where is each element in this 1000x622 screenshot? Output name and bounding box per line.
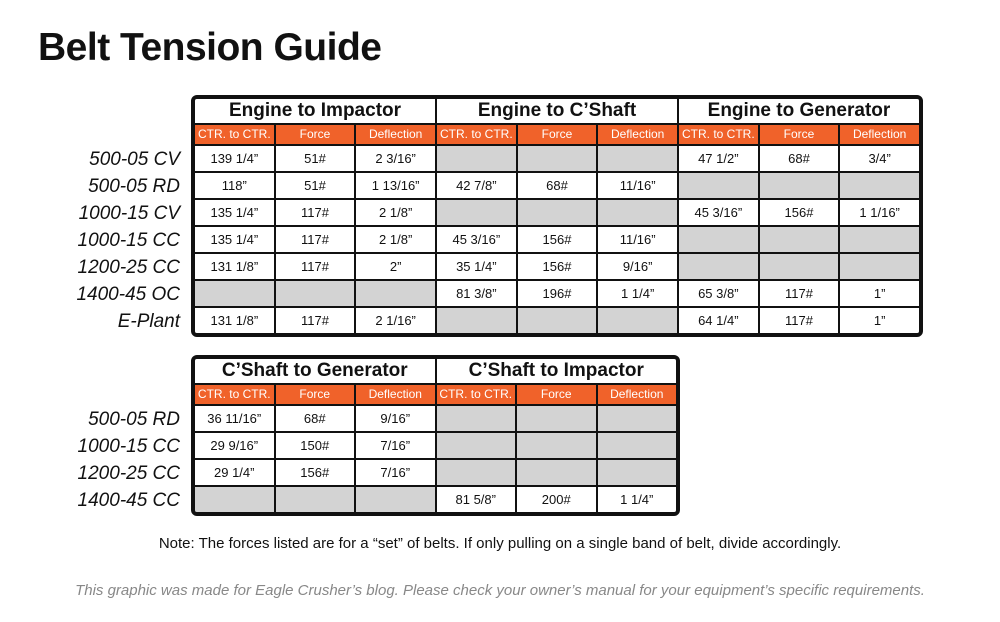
table-cell: 117# xyxy=(276,308,355,333)
table-cell: 196# xyxy=(518,281,597,306)
column-header-deflection: Deflection xyxy=(356,125,435,144)
table-cell: 131 1/8” xyxy=(195,308,274,333)
row-label: 1000-15 CC xyxy=(77,436,180,457)
empty-cell xyxy=(437,460,516,485)
group-header-c-shaft-to-impactor: C’Shaft to Impactor xyxy=(437,359,677,383)
column-header-deflection: Deflection xyxy=(356,385,435,404)
column-header-force: Force xyxy=(276,385,355,404)
table-cell: 29 1/4” xyxy=(195,460,274,485)
empty-cell xyxy=(598,146,677,171)
table-cell: 29 9/16” xyxy=(195,433,274,458)
row-label: 1400-45 CC xyxy=(77,490,180,511)
table-cell: 1 1/4” xyxy=(598,281,677,306)
table-cell: 65 3/8” xyxy=(679,281,758,306)
empty-cell xyxy=(356,487,435,512)
table-cell: 117# xyxy=(276,254,355,279)
table-cell: 156# xyxy=(518,227,597,252)
table-cell: 156# xyxy=(760,200,839,225)
table-cell: 200# xyxy=(517,487,596,512)
empty-cell xyxy=(598,200,677,225)
column-header-ctr-to-ctr: CTR. to CTR. xyxy=(195,125,274,144)
table-cell: 2 1/8” xyxy=(356,200,435,225)
empty-cell xyxy=(437,146,516,171)
table1-grid xyxy=(195,99,919,333)
empty-cell xyxy=(517,460,596,485)
row-label: 1200-25 CC xyxy=(77,463,180,484)
table-cell: 45 3/16” xyxy=(437,227,516,252)
table-cell: 117# xyxy=(276,227,355,252)
table-cell: 11/16” xyxy=(598,227,677,252)
empty-cell xyxy=(760,254,839,279)
table-cell: 117# xyxy=(760,308,839,333)
page-title: Belt Tension Guide xyxy=(38,26,382,69)
empty-cell xyxy=(276,281,355,306)
table-cell: 117# xyxy=(760,281,839,306)
table-cell: 7/16” xyxy=(356,460,435,485)
empty-cell xyxy=(760,227,839,252)
group-header-engine-to-c-shaft: Engine to C’Shaft xyxy=(437,99,677,123)
empty-cell xyxy=(437,433,516,458)
row-label: 500-05 CV xyxy=(89,149,180,170)
table-cell: 36 11/16” xyxy=(195,406,274,431)
table-cell: 68# xyxy=(518,173,597,198)
row-label: 500-05 RD xyxy=(88,409,180,430)
empty-cell xyxy=(356,281,435,306)
table2-grid xyxy=(195,359,676,512)
table-cell: 7/16” xyxy=(356,433,435,458)
table-engine-drives xyxy=(191,95,923,337)
table-cell: 2” xyxy=(356,254,435,279)
table-cell: 1 1/16” xyxy=(840,200,919,225)
table-cell: 118” xyxy=(195,173,274,198)
table-cell: 42 7/8” xyxy=(437,173,516,198)
table-cell: 135 1/4” xyxy=(195,200,274,225)
group-header-engine-to-impactor: Engine to Impactor xyxy=(195,99,435,123)
footer-disclaimer: This graphic was made for Eagle Crusher’s blog. Please check your owner’s manual for your equipment’s specific requirements. xyxy=(75,582,925,599)
column-header-deflection: Deflection xyxy=(598,125,677,144)
empty-cell xyxy=(840,254,919,279)
table-cell: 2 1/8” xyxy=(356,227,435,252)
column-header-ctr-to-ctr: CTR. to CTR. xyxy=(679,125,758,144)
column-header-ctr-to-ctr: CTR. to CTR. xyxy=(437,385,516,404)
row-label: 1000-15 CC xyxy=(77,230,180,251)
note-text: Note: The forces listed are for a “set” of belts. If only pulling on a single band of belt, divide accordingly. xyxy=(158,535,842,552)
empty-cell xyxy=(598,433,677,458)
table-cell: 45 3/16” xyxy=(679,200,758,225)
empty-cell xyxy=(679,227,758,252)
table-cell: 9/16” xyxy=(356,406,435,431)
empty-cell xyxy=(518,200,597,225)
table-cell: 117# xyxy=(276,200,355,225)
column-header-ctr-to-ctr: CTR. to CTR. xyxy=(195,385,274,404)
row-label: 1200-25 CC xyxy=(77,257,180,278)
empty-cell xyxy=(437,200,516,225)
column-header-deflection: Deflection xyxy=(598,385,677,404)
empty-cell xyxy=(518,146,597,171)
table-cell: 3/4” xyxy=(840,146,919,171)
table-cell: 1 1/4” xyxy=(598,487,677,512)
table-cell: 156# xyxy=(276,460,355,485)
column-header-deflection: Deflection xyxy=(840,125,919,144)
row-label: 500-05 RD xyxy=(88,176,180,197)
table-cell: 68# xyxy=(760,146,839,171)
table-cell: 9/16” xyxy=(598,254,677,279)
table-cell: 2 3/16” xyxy=(356,146,435,171)
group-header-engine-to-generator: Engine to Generator xyxy=(679,99,919,123)
table-cell: 139 1/4” xyxy=(195,146,274,171)
table-cell: 35 1/4” xyxy=(437,254,516,279)
table-cell: 47 1/2” xyxy=(679,146,758,171)
table-cell: 2 1/16” xyxy=(356,308,435,333)
table-cell: 150# xyxy=(276,433,355,458)
row-label: 1400-45 OC xyxy=(76,284,180,305)
empty-cell xyxy=(437,406,516,431)
empty-cell xyxy=(195,281,274,306)
table-cell: 135 1/4” xyxy=(195,227,274,252)
column-header-ctr-to-ctr: CTR. to CTR. xyxy=(437,125,516,144)
empty-cell xyxy=(276,487,355,512)
row-label: E-Plant xyxy=(117,311,180,332)
table-cell: 11/16” xyxy=(598,173,677,198)
table-cell: 51# xyxy=(276,173,355,198)
table-cell: 1 13/16” xyxy=(356,173,435,198)
table-cell: 81 3/8” xyxy=(437,281,516,306)
group-header-c-shaft-to-generator: C’Shaft to Generator xyxy=(195,359,435,383)
empty-cell xyxy=(598,308,677,333)
empty-cell xyxy=(598,460,677,485)
empty-cell xyxy=(840,173,919,198)
table-cell: 68# xyxy=(276,406,355,431)
table-cshaft-drives xyxy=(191,355,680,516)
empty-cell xyxy=(679,254,758,279)
row-label: 1000-15 CV xyxy=(78,203,180,224)
empty-cell xyxy=(195,487,274,512)
empty-cell xyxy=(517,433,596,458)
empty-cell xyxy=(518,308,597,333)
empty-cell xyxy=(840,227,919,252)
table-cell: 51# xyxy=(276,146,355,171)
empty-cell xyxy=(760,173,839,198)
column-header-force: Force xyxy=(517,385,596,404)
column-header-force: Force xyxy=(276,125,355,144)
table-cell: 131 1/8” xyxy=(195,254,274,279)
table-cell: 81 5/8” xyxy=(437,487,516,512)
column-header-force: Force xyxy=(518,125,597,144)
empty-cell xyxy=(679,173,758,198)
table-cell: 1” xyxy=(840,281,919,306)
empty-cell xyxy=(517,406,596,431)
column-header-force: Force xyxy=(760,125,839,144)
empty-cell xyxy=(598,406,677,431)
table-cell: 156# xyxy=(518,254,597,279)
empty-cell xyxy=(437,308,516,333)
table-cell: 64 1/4” xyxy=(679,308,758,333)
table-cell: 1” xyxy=(840,308,919,333)
